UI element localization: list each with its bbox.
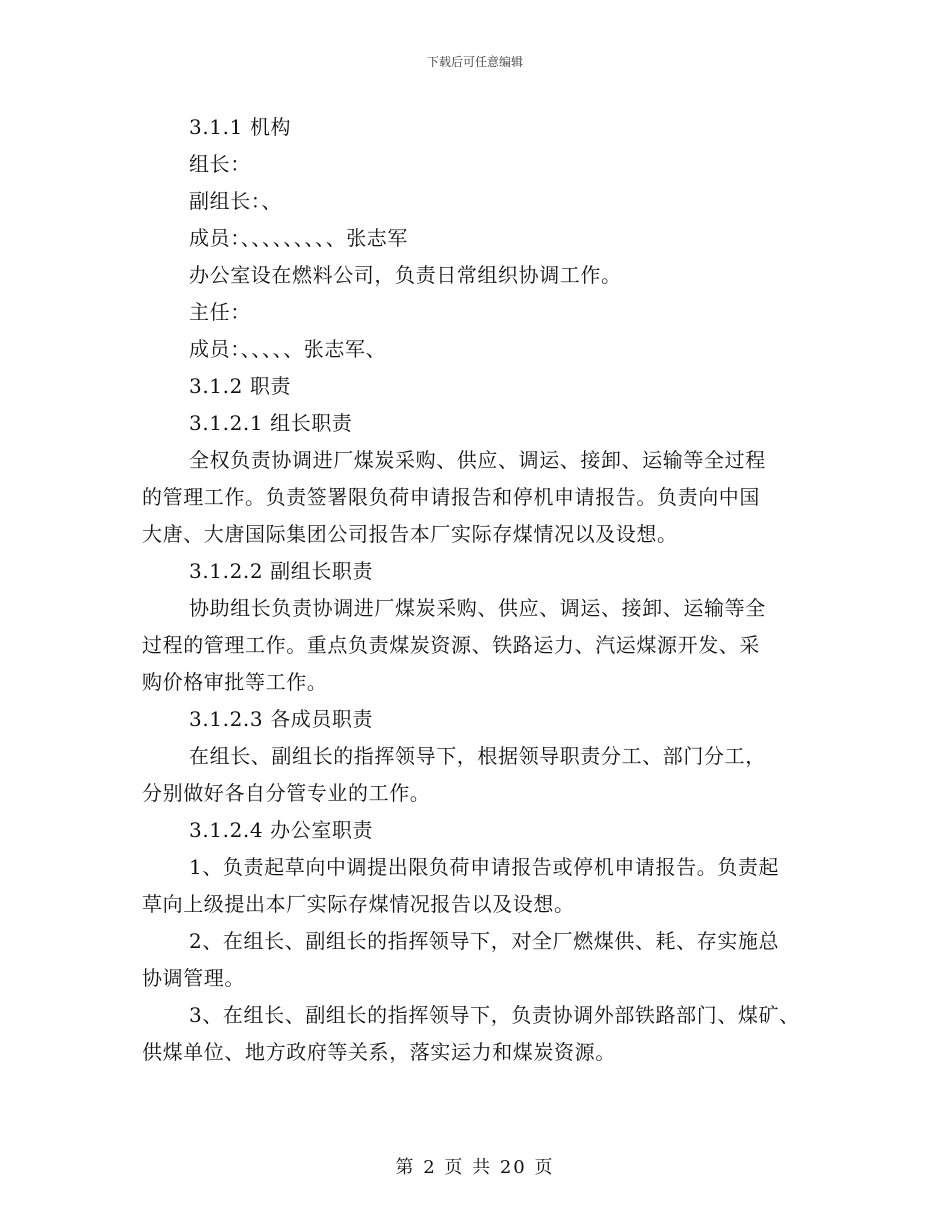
- paragraph-line: 大唐、大唐国际集团公司报告本厂实际存煤情况以及设想。: [142, 522, 678, 546]
- office-location-line: 办公室设在燃料公司，负责日常组织协调工作。: [189, 263, 622, 287]
- list-item-1-continuation: 草向上级提出本厂实际存煤情况报告以及设想。: [142, 892, 575, 916]
- paragraph-line: 过程的管理工作。重点负责煤炭资源、铁路运力、汽运煤源开发、采: [142, 633, 760, 657]
- paragraph-line: 协助组长负责协调进厂煤炭采购、供应、调运、接卸、运输等全: [189, 596, 766, 620]
- section-heading-3-1-2-3: 3.1.2.3 各成员职责: [189, 707, 374, 731]
- deputy-leader-line: 副组长：、: [189, 189, 282, 213]
- document-body: [142, 109, 812, 1071]
- director-line: 主任：: [189, 300, 251, 324]
- list-item-3-line: 3、在组长、副组长的指挥领导下，负责协调外部铁路部门、煤矿、: [189, 1003, 800, 1027]
- section-heading-3-1-2-4: 3.1.2.4 办公室职责: [189, 818, 374, 842]
- section-heading-3-1-2-1: 3.1.2.1 组长职责: [189, 411, 353, 435]
- page-header-note: 下载后可任意编辑: [426, 55, 523, 69]
- list-item-3-continuation: 供煤单位、地方政府等关系，落实运力和煤炭资源。: [142, 1040, 616, 1064]
- paragraph-line: 的管理工作。负责签署限负荷申请报告和停机申请报告。负责向中国: [142, 485, 760, 509]
- paragraph-line: 在组长、副组长的指挥领导下，根据领导职责分工、部门分工，: [189, 744, 766, 768]
- office-members-line: 成员：、、、、、张志军、: [189, 337, 387, 361]
- page-number-footer: 第 2 页 共 20 页: [395, 1157, 555, 1178]
- section-heading-3-1-2: 3.1.2 职责: [189, 374, 292, 398]
- section-heading-3-1-1: 3.1.1 机构: [189, 115, 292, 139]
- list-item-2-line: 2、在组长、副组长的指挥领导下，对全厂燃煤供、耗、存实施总: [189, 929, 780, 953]
- list-item-1-line: 1、负责起草向中调提出限负荷申请报告或停机申请报告。负责起: [189, 855, 780, 879]
- group-leader-line: 组长：: [189, 152, 251, 176]
- paragraph-line: 全权负责协调进厂煤炭采购、供应、调运、接卸、运输等全过程: [189, 448, 766, 472]
- paragraph-line: 分别做好各自分管专业的工作。: [142, 781, 431, 805]
- paragraph-line: 购价格审批等工作。: [142, 670, 328, 694]
- list-item-2-continuation: 协调管理。: [142, 966, 245, 990]
- section-heading-3-1-2-2: 3.1.2.2 副组长职责: [189, 559, 374, 583]
- members-line: 成员：、、、、、、、、、张志军: [189, 226, 408, 250]
